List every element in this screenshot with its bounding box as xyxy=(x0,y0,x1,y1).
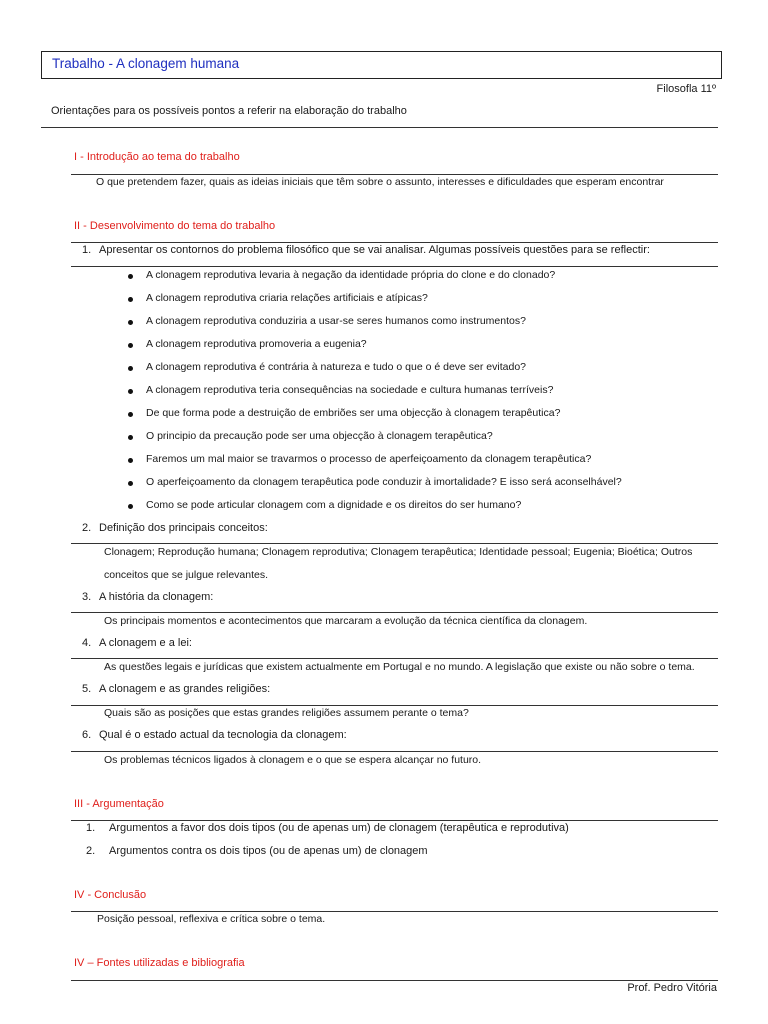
item-number: 1. xyxy=(82,244,92,256)
item-divider xyxy=(71,658,718,659)
question-item: A clonagem reprodutiva levaria à negação da identidade própria do clone e do clonado? xyxy=(146,269,556,281)
item-label: A clonagem e as grandes religiões: xyxy=(99,683,271,695)
item-divider xyxy=(71,612,718,613)
bullet-icon xyxy=(128,389,133,394)
bullet-icon xyxy=(128,366,133,371)
header-divider xyxy=(41,127,718,128)
title-box xyxy=(41,51,722,79)
question-item: A clonagem reprodutiva promoveria a eugenia? xyxy=(146,338,367,350)
author-name: Prof. Pedro Vitória xyxy=(627,982,717,994)
item-description: As questões legais e jurídicas que existem actualmente em Portugal e no mundo. A legislação que existe ou não sobre o tema. xyxy=(104,661,695,673)
question-item: A clonagem reprodutiva conduziria a usar-se seres humanos como instrumentos? xyxy=(146,315,526,327)
intro-heading: I - Introdução ao tema do trabalho xyxy=(74,151,240,163)
item-label: A história da clonagem: xyxy=(99,591,214,603)
bullet-icon xyxy=(128,412,133,417)
question-item: De que forma pode a destruição de embriões ser uma objecção à clonagem terapêutica? xyxy=(146,407,561,419)
sources-divider xyxy=(71,980,718,981)
item-number: 2. xyxy=(82,522,92,534)
intro-text: O que pretendem fazer, quais as ideias iniciais que têm sobre o assunto, interesses e dificuldades que esperam encontrar xyxy=(96,176,664,188)
conclusion-heading: IV - Conclusão xyxy=(74,889,147,901)
item-description: conceitos que se julgue relevantes. xyxy=(104,569,269,581)
item-number: 3. xyxy=(82,591,92,603)
bullet-icon xyxy=(128,504,133,509)
development-divider-top xyxy=(71,242,718,243)
question-item: Faremos um mal maior se travarmos o processo de aperfeiçoamento da clonagem terapêutica? xyxy=(146,453,592,465)
item-number: 4. xyxy=(82,637,92,649)
item-number: 6. xyxy=(82,729,92,741)
item-description: Os problemas técnicos ligados à clonagem e o que se espera alcançar no futuro. xyxy=(104,754,482,766)
argument-item: Argumentos a favor dos dois tipos (ou de apenas um) de clonagem (terapêutica e reprodutiva) xyxy=(109,822,569,834)
development-heading: II - Desenvolvimento do tema do trabalho xyxy=(74,220,276,232)
item-label: Apresentar os contornos do problema filosófico que se vai analisar. Algumas possíveis questões para se reflectir: xyxy=(99,244,650,256)
intro-divider xyxy=(71,174,718,175)
question-item: A clonagem reprodutiva criaria relações artificiais e atípicas? xyxy=(146,292,428,304)
item-label: A clonagem e a lei: xyxy=(99,637,192,649)
question-item: A clonagem reprodutiva teria consequências na sociedade e cultura humanas terríveis? xyxy=(146,384,554,396)
conclusion-text: Posição pessoal, reflexiva e crítica sobre o tema. xyxy=(97,913,326,925)
bullet-icon xyxy=(128,297,133,302)
item-divider xyxy=(71,705,718,706)
item-description: Os principais momentos e acontecimentos que marcaram a evolução da técnica científica da clonagem. xyxy=(104,615,588,627)
item-description: Quais são as posições que estas grandes religiões assumem perante o tema? xyxy=(104,707,469,719)
subject-label: Filosofla 11º xyxy=(656,83,716,95)
question-item: O principio da precaução pode ser uma objecção à clonagem terapêutica? xyxy=(146,430,493,442)
question-item: Como se pode articular clonagem com a dignidade e os direitos do ser humano? xyxy=(146,499,522,511)
argumentation-heading: III - Argumentação xyxy=(74,798,164,810)
sources-heading: IV – Fontes utilizadas e bibliografia xyxy=(74,957,245,969)
item-label: Qual é o estado actual da tecnologia da clonagem: xyxy=(99,729,347,741)
argument-number: 2. xyxy=(86,845,96,857)
question-item: O aperfeiçoamento da clonagem terapêutica pode conduzir à imortalidade? E isso será aconselhável? xyxy=(146,476,622,488)
item-description: Clonagem; Reprodução humana; Clonagem reprodutiva; Clonagem terapêutica; Identidade pessoal; Eugenia; Bioética; Outros xyxy=(104,546,693,558)
argument-item: Argumentos contra os dois tipos (ou de apenas um) de clonagem xyxy=(109,845,428,857)
item-divider xyxy=(71,543,718,544)
document-title: Trabalho - A clonagem humana xyxy=(52,56,240,71)
bullet-icon xyxy=(128,343,133,348)
question-item: A clonagem reprodutiva é contrária à natureza e tudo o que o é deve ser evitado? xyxy=(146,361,526,373)
bullet-icon xyxy=(128,274,133,279)
bullet-icon xyxy=(128,435,133,440)
bullet-icon xyxy=(128,458,133,463)
item-number: 5. xyxy=(82,683,92,695)
orientation-text: Orientações para os possíveis pontos a referir na elaboração do trabalho xyxy=(51,105,407,117)
argumentation-divider xyxy=(71,820,718,821)
bullet-icon xyxy=(128,481,133,486)
item-label: Definição dos principais conceitos: xyxy=(99,522,268,534)
conclusion-divider xyxy=(71,911,718,912)
argument-number: 1. xyxy=(86,822,96,834)
item-divider xyxy=(71,266,718,267)
item-divider xyxy=(71,751,718,752)
bullet-icon xyxy=(128,320,133,325)
